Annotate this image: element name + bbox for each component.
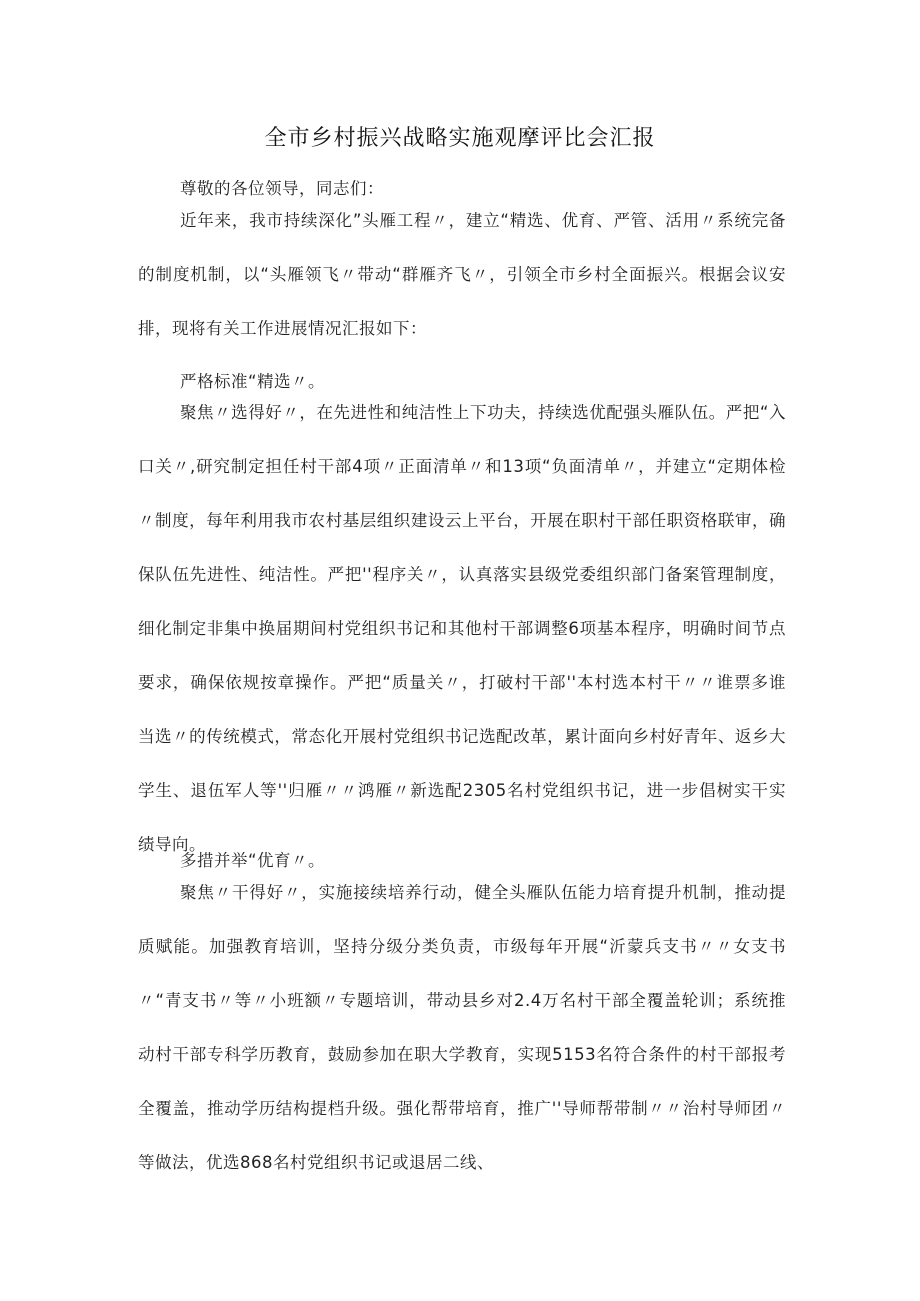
section-heading-train: 多措并举“优育〃。 xyxy=(180,851,326,870)
salutation: 尊敬的各位领导，同志们： xyxy=(180,179,384,198)
paragraph-intro: 近年来，我市持续深化”头雁工程〃，建立“精选、优育、严管、活用〃系统完备的制度机制，以“头雁领飞〃带动“群雁齐飞〃，引领全市乡村全面振兴。根据会议安排，现将有关工作进展情况汇报如下： xyxy=(138,211,786,338)
paragraph-train: 聚焦〃干得好〃，实施接续培养行动，健全头雁队伍能力培育提升机制，推动提质赋能。加强教育培训，坚持分级分类负责，市级每年开展“沂蒙兵支书〃〃女支书〃“青支书〃等〃小班额〃专题培训，带动县乡对2.4万名村干部全覆盖轮训；系统推动村干部专科学历教育，鼓励参加在职大学教育，实现5153名符合条件的村干部报考全覆盖，推动学历结构提档升级。强化帮带培育，推广''导师帮带制〃〃治村导师团〃等做法，优选868名村党组织书记或退居二线、 xyxy=(138,883,786,1172)
document-title: 全市乡村振兴战略实施观摩评比会汇报 xyxy=(264,126,656,151)
paragraph-select: 聚焦〃选得好〃，在先进性和纯洁性上下功夫，持续选优配强头雁队伍。严把“入口关〃,研究制定担任村干部4项〃正面清单〃和13项“负面清单〃，并建立“定期体检〃制度，每年利用我市农村基层组织建设云上平台，开展在职村干部任职资格联审，确保队伍先进性、纯洁性。严把''程序关〃，认真落实县级党委组织部门备案管理制度，细化制定非集中换届期间村党组织书记和其他村干部调整6项基本程序，明确时间节点要求，确保依规按章操作。严把“质量关〃，打破村干部''本村选本村干〃〃谁票多谁当选〃的传统模式，常态化开展村党组织书记选配改革，累计面向乡村好青年、返乡大学生、退伍军人等''归雁〃〃鸿雁〃新选配2305名村党组织书记，进一步倡树实干实绩导向。 xyxy=(138,403,786,854)
section-heading-select: 严格标准“精选〃。 xyxy=(180,372,326,391)
